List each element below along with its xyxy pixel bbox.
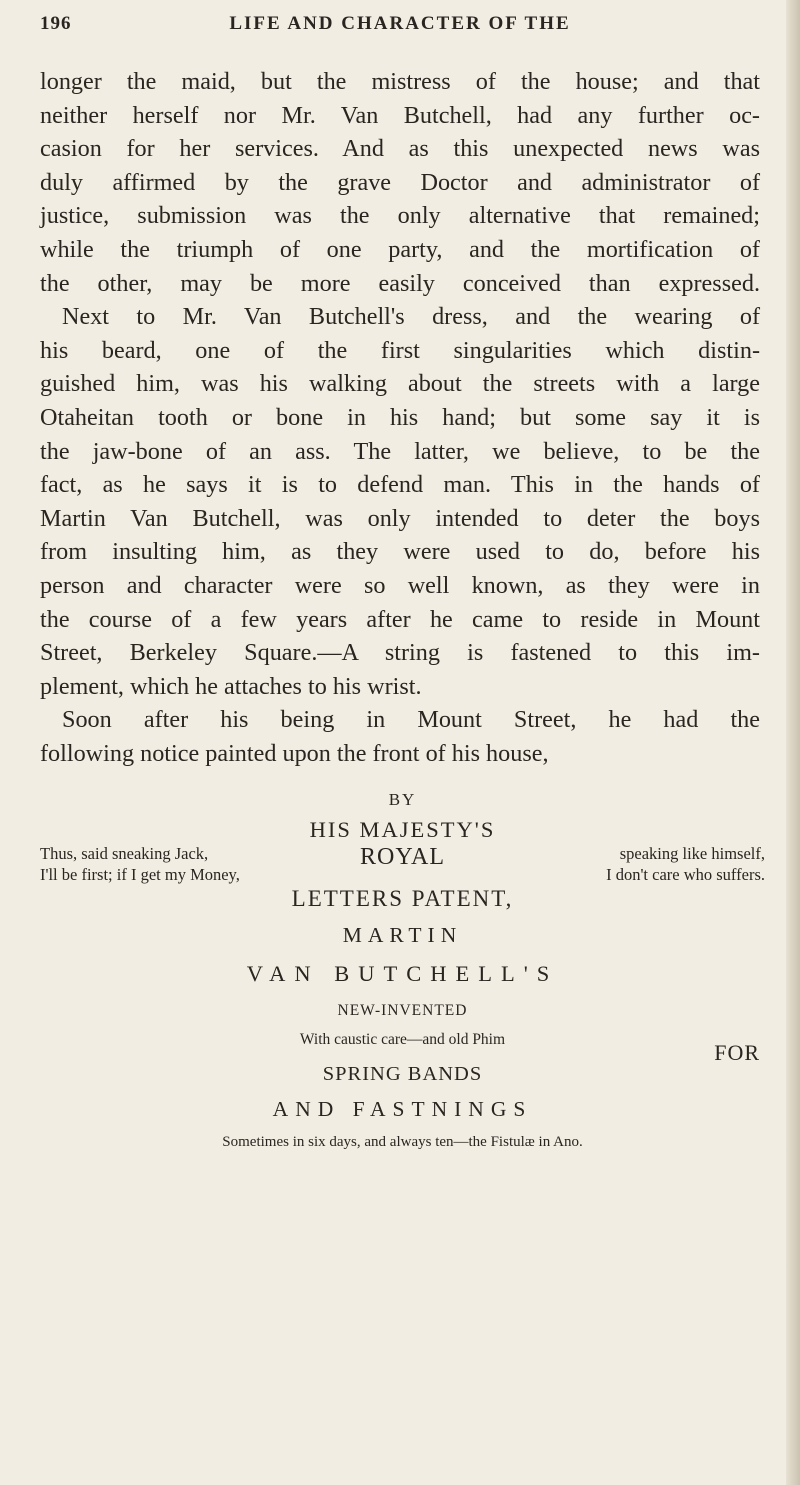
text-line: duly affirmed by the grave Doctor and administrator of [40, 168, 760, 196]
text-line: the jaw-bone of an ass. The latter, we believe, to be the [40, 437, 760, 465]
text-line: longer the maid, but the mistress of the house; and that [40, 68, 760, 95]
text-line: plement, which he attaches to his wrist. [40, 672, 422, 700]
text-line: the course of a few years after he came to reside in Mount [40, 605, 760, 633]
text-line: Soon after his being in Mount Street, he had the [62, 706, 760, 734]
body-text [40, 65, 760, 770]
text-line: Next to Mr. Van Butchell's dress, and the wearing of [62, 303, 760, 331]
text-line: while the triumph of one party, and the mortification of [40, 235, 760, 263]
notice-right-verse [606, 843, 765, 885]
text-line: Otaheitan tooth or bone in his hand; but some say it is [40, 403, 760, 431]
notice-by: BY [388, 790, 417, 809]
notice-letters-patent: LETTERS PATENT, [291, 886, 514, 911]
left-verse-line: I'll be first; if I get my Money, [40, 865, 240, 884]
text-line: justice, submission was the only alternative that remained; [40, 202, 760, 230]
text-line: neither herself nor Mr. Van Butchell, had any further oc- [40, 101, 760, 129]
page-edge-shadow [786, 0, 800, 1485]
notice-martin: MARTIN [342, 923, 463, 947]
right-verse-line: I don't care who suffers. [606, 865, 765, 884]
running-header [40, 8, 760, 48]
text-line: person and character were so well known, as they were in [40, 571, 760, 599]
notice-new-invented: NEW-INVENTED [337, 1002, 468, 1019]
catchword: FOR [714, 1040, 760, 1065]
text-line: from insulting him, as they were used to do, before his [40, 538, 760, 566]
text-line: the other, may be more easily conceived than expressed. [40, 269, 760, 297]
text-line: Street, Berkeley Square.—A string is fastened to this im- [40, 639, 760, 667]
notice-royal: ROYAL [359, 844, 445, 870]
text-line: Martin Van Butchell, was only intended to deter the boys [40, 504, 760, 532]
text-line: following notice painted upon the front of his house, [40, 739, 549, 767]
notice-van-butchells: VAN BUTCHELL'S [246, 961, 559, 986]
left-verse-line: Thus, said sneaking Jack, [40, 844, 209, 863]
running-title: LIFE AND CHARACTER OF THE [229, 13, 571, 34]
notice-sometimes-line: Sometimes in six days, and always ten—the Fistulæ in Ano. [222, 1134, 583, 1150]
notice-left-verse [40, 843, 240, 885]
text-line: his beard, one of the first singularities which distin- [40, 336, 760, 364]
notice-caustic-line: With caustic care—and old Phim [299, 1031, 506, 1048]
text-line: guished him, was his walking about the streets with a large [40, 370, 760, 398]
notice-spring-bands: SPRING BANDS [322, 1063, 483, 1085]
text-line: fact, as he says it is to defend man. This in the hands of [40, 471, 760, 499]
text-line: casion for her services. And as this unexpected news was [40, 135, 760, 163]
notice-his-majestys: HIS MAJESTY'S [309, 817, 496, 842]
page-number: 196 [40, 13, 72, 34]
right-verse-line: speaking like himself, [619, 844, 765, 863]
notice-and-fastnings: AND FASTNINGS [272, 1097, 533, 1121]
